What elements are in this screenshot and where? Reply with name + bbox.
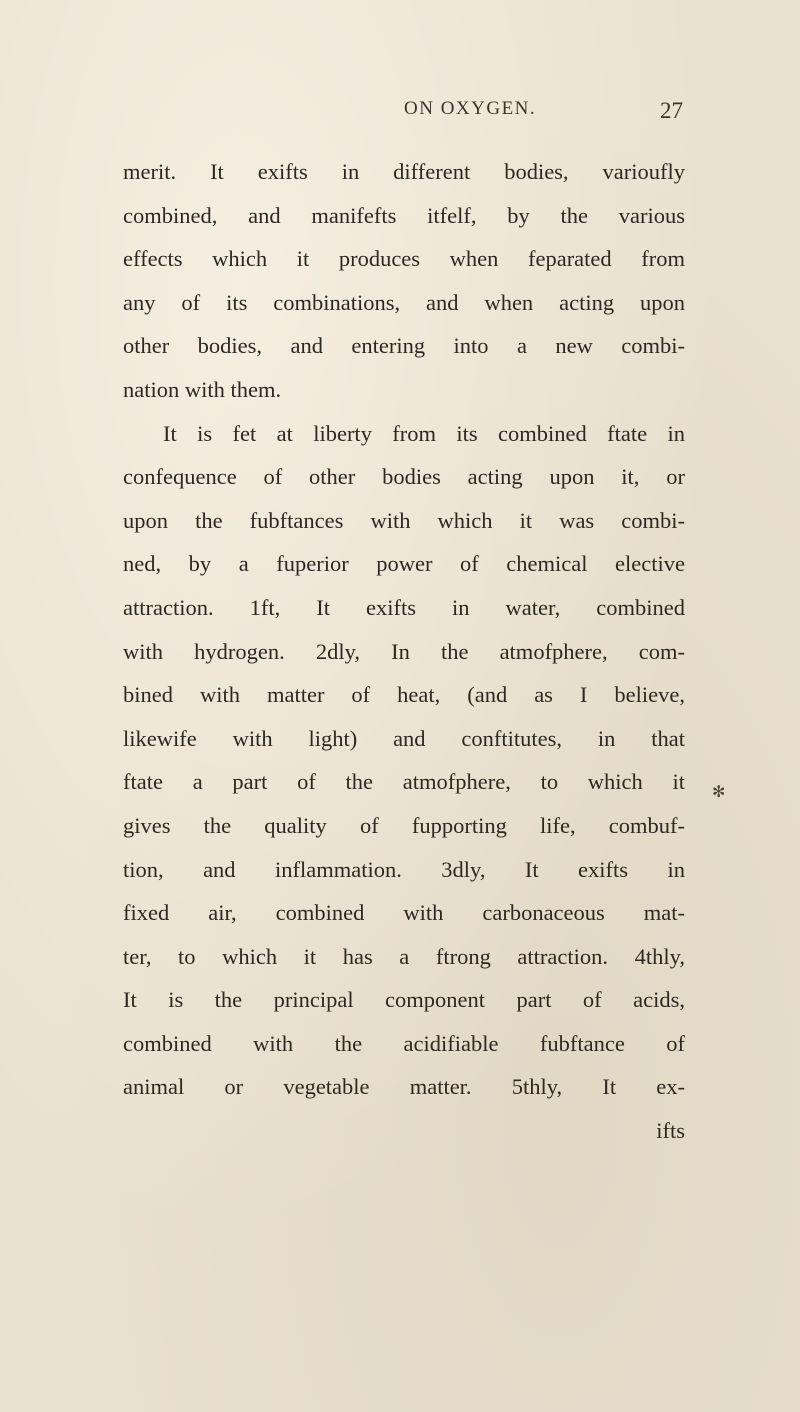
text-line: tion, and inflammation. 3dly, It exifts in bbox=[123, 856, 685, 882]
text-line: bined with matter of heat, (and as I believe, bbox=[123, 682, 685, 708]
text-line: effects which it produces when feparated from bbox=[123, 246, 685, 272]
text-line: combined with the acidifiable fubftance of bbox=[123, 1030, 685, 1056]
text-line: upon the fubftances with which it was combi- bbox=[123, 507, 685, 533]
text-line: with hydrogen. 2dly, In the atmofphere, com- bbox=[123, 638, 685, 664]
text-line: likewife with light) and conftitutes, in that bbox=[123, 725, 685, 751]
text-line: nation with them. bbox=[123, 376, 282, 402]
text-line: fixed air, combined with carbonaceous mat- bbox=[123, 900, 685, 926]
text-line: ter, to which it has a ftrong attraction. 4thly, bbox=[123, 943, 685, 969]
text-line: any of its combinations, and when acting upon bbox=[123, 289, 685, 315]
text-line: animal or vegetable matter. 5thly, It ex- bbox=[123, 1074, 685, 1100]
text-line: attraction. 1ft, It exifts in water, combined bbox=[123, 594, 685, 620]
text-line: It is the principal component part of acids, bbox=[123, 987, 685, 1013]
text-line: other bodies, and entering into a new combi- bbox=[123, 333, 685, 359]
catchword: ifts bbox=[656, 1118, 685, 1144]
text-line: gives the quality of fupporting life, combuf- bbox=[123, 812, 685, 838]
text-line: merit. It exifts in different bodies, varioufly bbox=[123, 159, 685, 184]
page-number: 27 bbox=[660, 98, 683, 123]
body-text bbox=[123, 150, 685, 1153]
running-title: ON OXYGEN. bbox=[404, 98, 537, 119]
ink-mark-icon: ✻ bbox=[712, 782, 726, 801]
text-line: ned, by a fuperior power of chemical elective bbox=[123, 551, 685, 577]
page-header bbox=[0, 98, 800, 138]
text-line: It is fet at liberty from its combined ftate in bbox=[163, 420, 685, 446]
text-line: combined, and manifefts itfelf, by the various bbox=[123, 202, 685, 228]
text-line: confequence of other bodies acting upon it, or bbox=[123, 464, 685, 490]
text-line: ftate a part of the atmofphere, to which it bbox=[123, 769, 685, 795]
